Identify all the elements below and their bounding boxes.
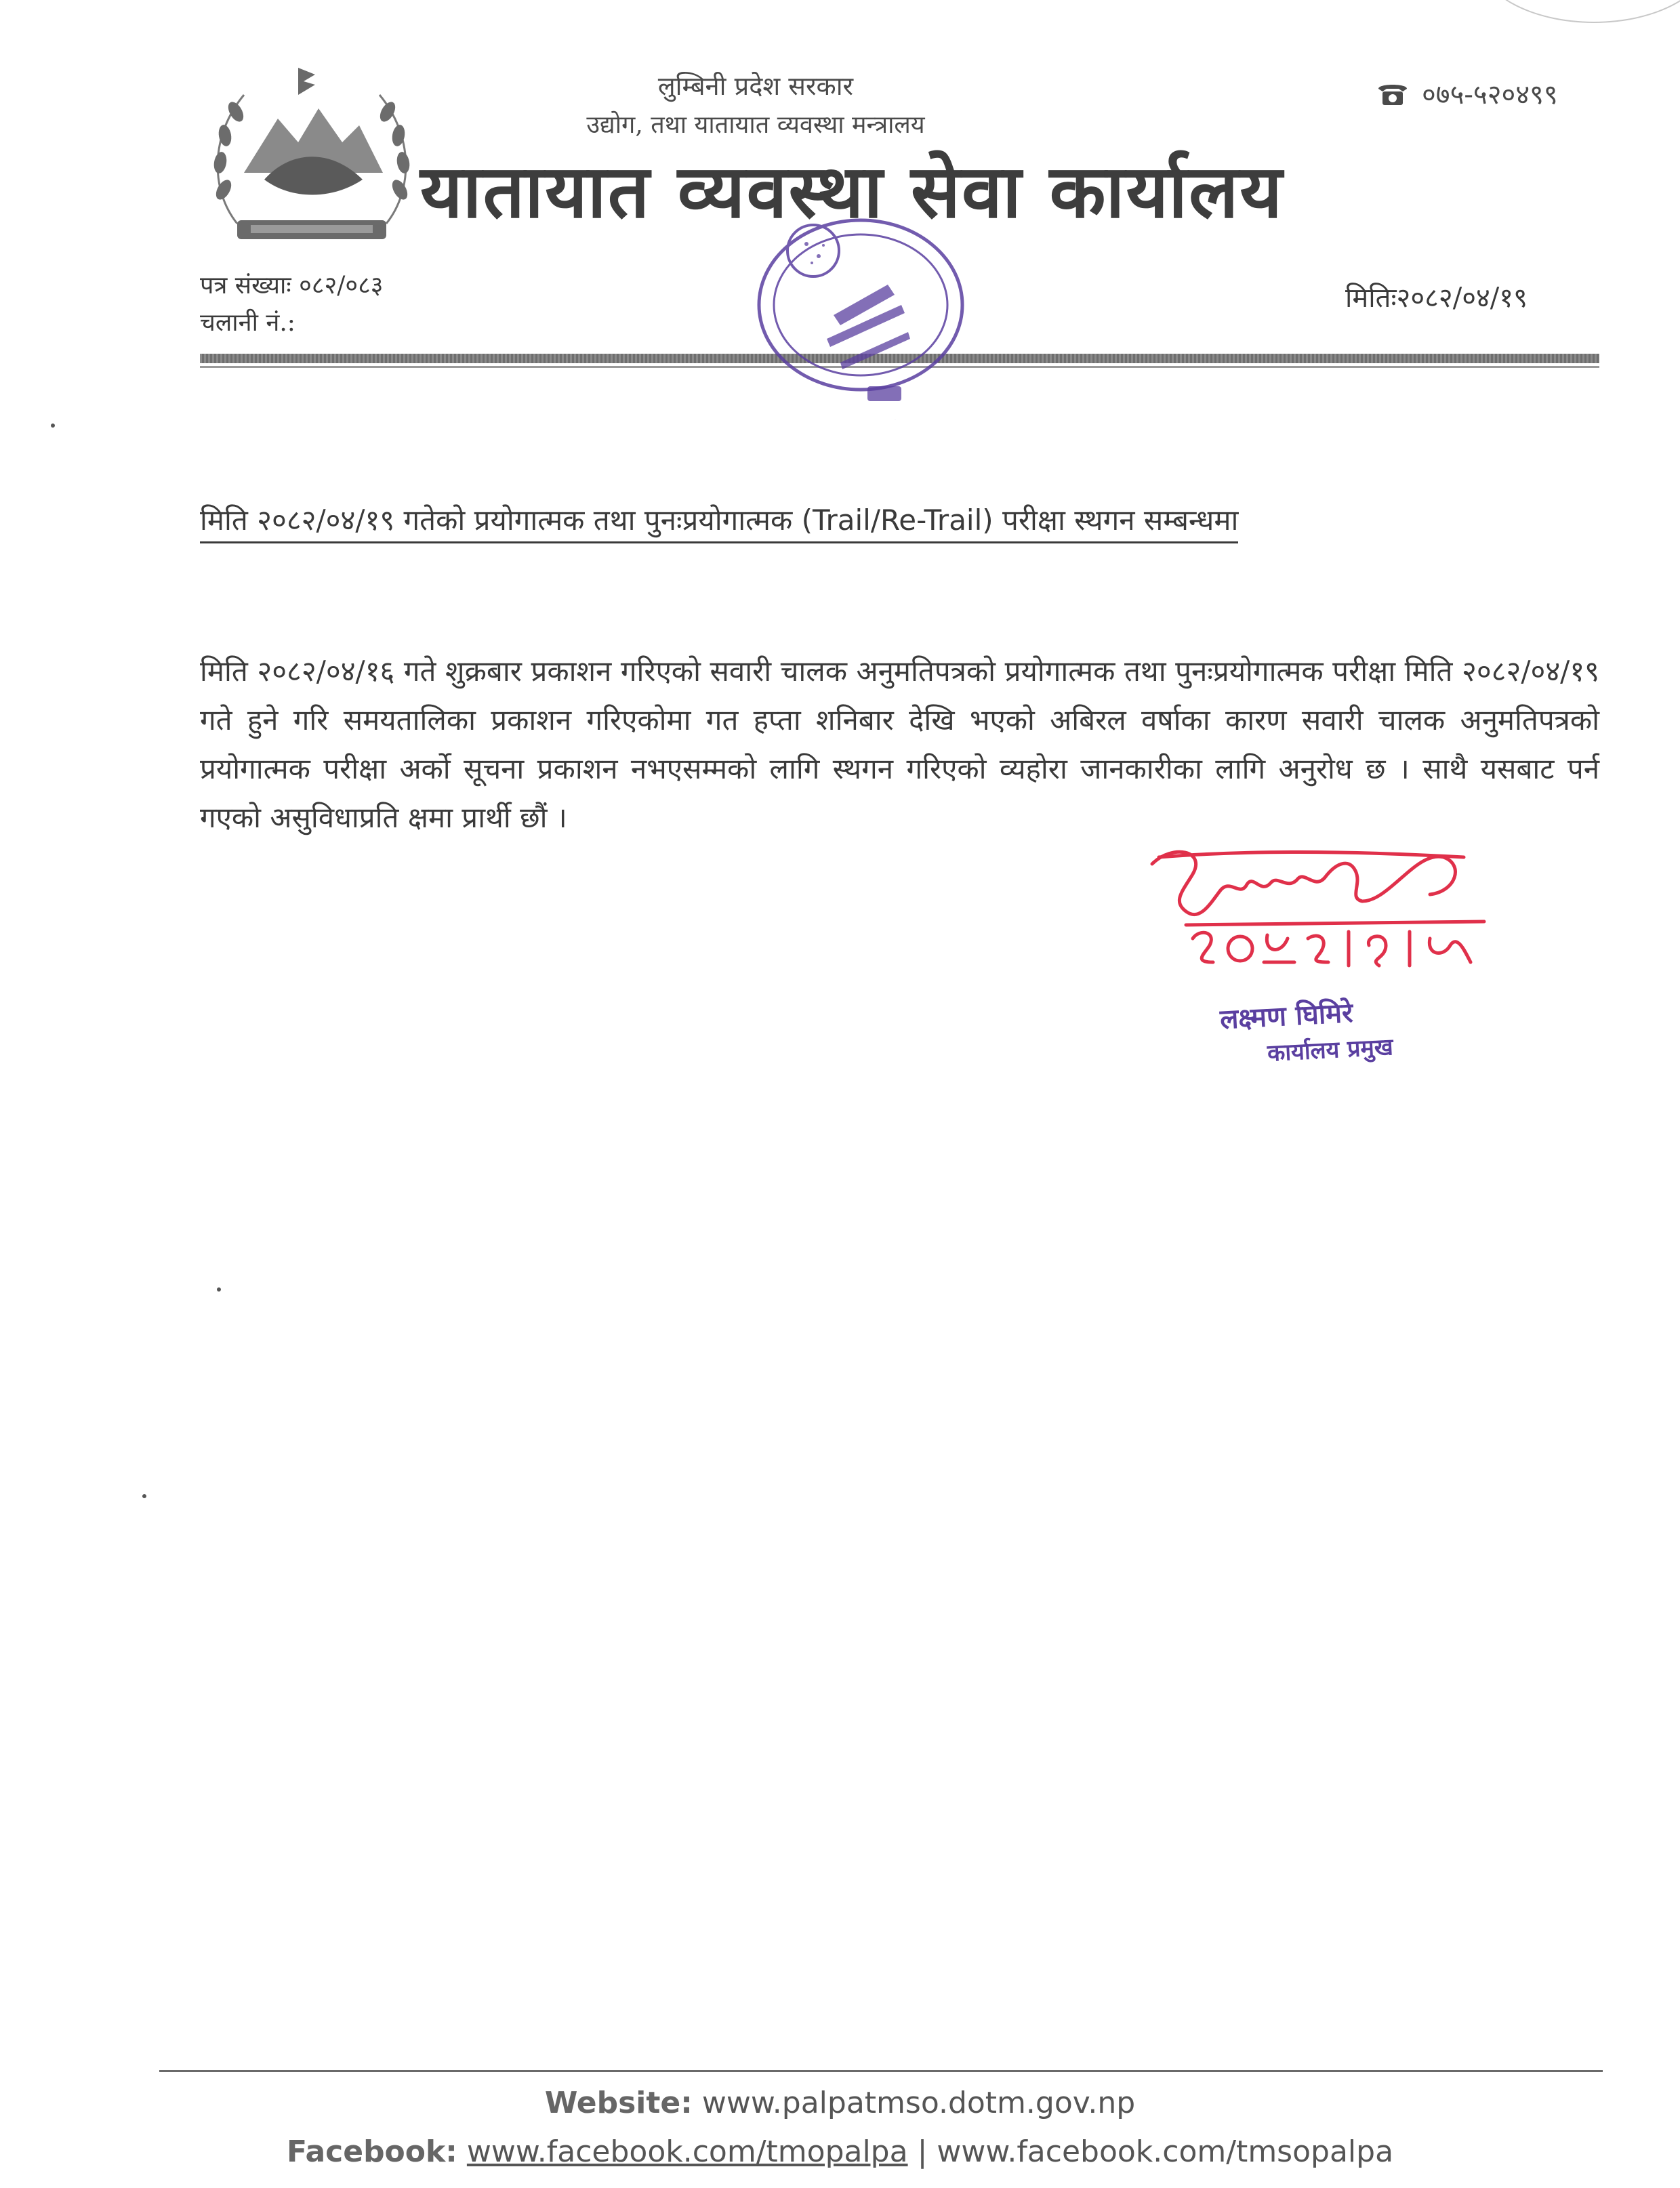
office-stamp <box>732 203 989 420</box>
facebook-label: Facebook: <box>286 2134 457 2169</box>
notice-body: मिति २०८२/०४/१६ गते शुक्रबार प्रकाशन गरिएको सवारी चालक अनुमतिपत्रको प्रयोगात्मक तथा पुनःप्रयोगात्मक परीक्षा मिति २०८२/०४/१९ गते हुने गरि समयतालिका प्रकाशन गरिएकोमा गत हप्ता शनिबार देखि भएको अबिरल वर्षाका कारण सवारी चालक अनुमतिपत्रको प्रयोगात्मक परीक्षा अर्को सूचना प्रकाशन नभएसम्मको लागि स्थगन गरिएको व्यहोरा जानकारीका लागि अनुरोध छ । साथै यसबाट पर्न गएको असुविधाप्रति क्षमा प्रार्थी छौं । <box>200 655 1599 834</box>
footer-facebook <box>0 2134 1680 2169</box>
footer-separator: | <box>917 2134 928 2169</box>
handwritten-signature <box>1145 837 1538 986</box>
scan-speck <box>217 1287 221 1292</box>
facebook-link-tmsopalpa[interactable]: www.facebook.com/tmsopalpa <box>937 2134 1394 2169</box>
phone-contact <box>1376 75 1558 112</box>
scan-speck <box>51 424 55 428</box>
subject-line <box>200 500 1238 543</box>
phone-number: ०७५-५२०४९९ <box>1422 79 1558 110</box>
subject-text-after: परीक्षा स्थगन सम्बन्धमा <box>993 503 1239 537</box>
subject-text-latin: (Trail/Re-Trail) <box>801 503 993 537</box>
telephone-icon <box>1376 81 1410 106</box>
dispatch-number: चलानी नं.: <box>200 309 295 337</box>
scan-speck <box>142 1494 146 1498</box>
reference-number: पत्र संख्याः ०८२/०८३ <box>200 272 384 300</box>
footer-website <box>0 2086 1680 2120</box>
facebook-link-tmopalpa[interactable]: www.facebook.com/tmopalpa <box>466 2134 908 2169</box>
province-name: लुम्बिनी प्रदेश सरकार <box>657 71 854 101</box>
website-link[interactable]: www.palpatmso.dotm.gov.np <box>701 2086 1136 2120</box>
office-title: यातायात व्यवस्था सेवा कार्यालय <box>420 149 1284 234</box>
signer-name: लक्ष्मण घिमिरे <box>1219 997 1354 1036</box>
website-label: Website: <box>544 2086 693 2120</box>
ministry-name: उद्योग, तथा यातायात व्यवस्था मन्त्रालय <box>586 111 925 139</box>
footer-divider <box>159 2070 1603 2072</box>
letter-date: मितिः२०८२/०४/१९ <box>1345 283 1528 314</box>
subject-text-before: मिति २०८२/०४/१९ गतेको प्रयोगात्मक तथा पुनःप्रयोगात्मक <box>200 503 802 537</box>
scan-corner-mark <box>1477 0 1680 23</box>
signer-title: कार्यालय प्रमुख <box>1267 1033 1394 1067</box>
